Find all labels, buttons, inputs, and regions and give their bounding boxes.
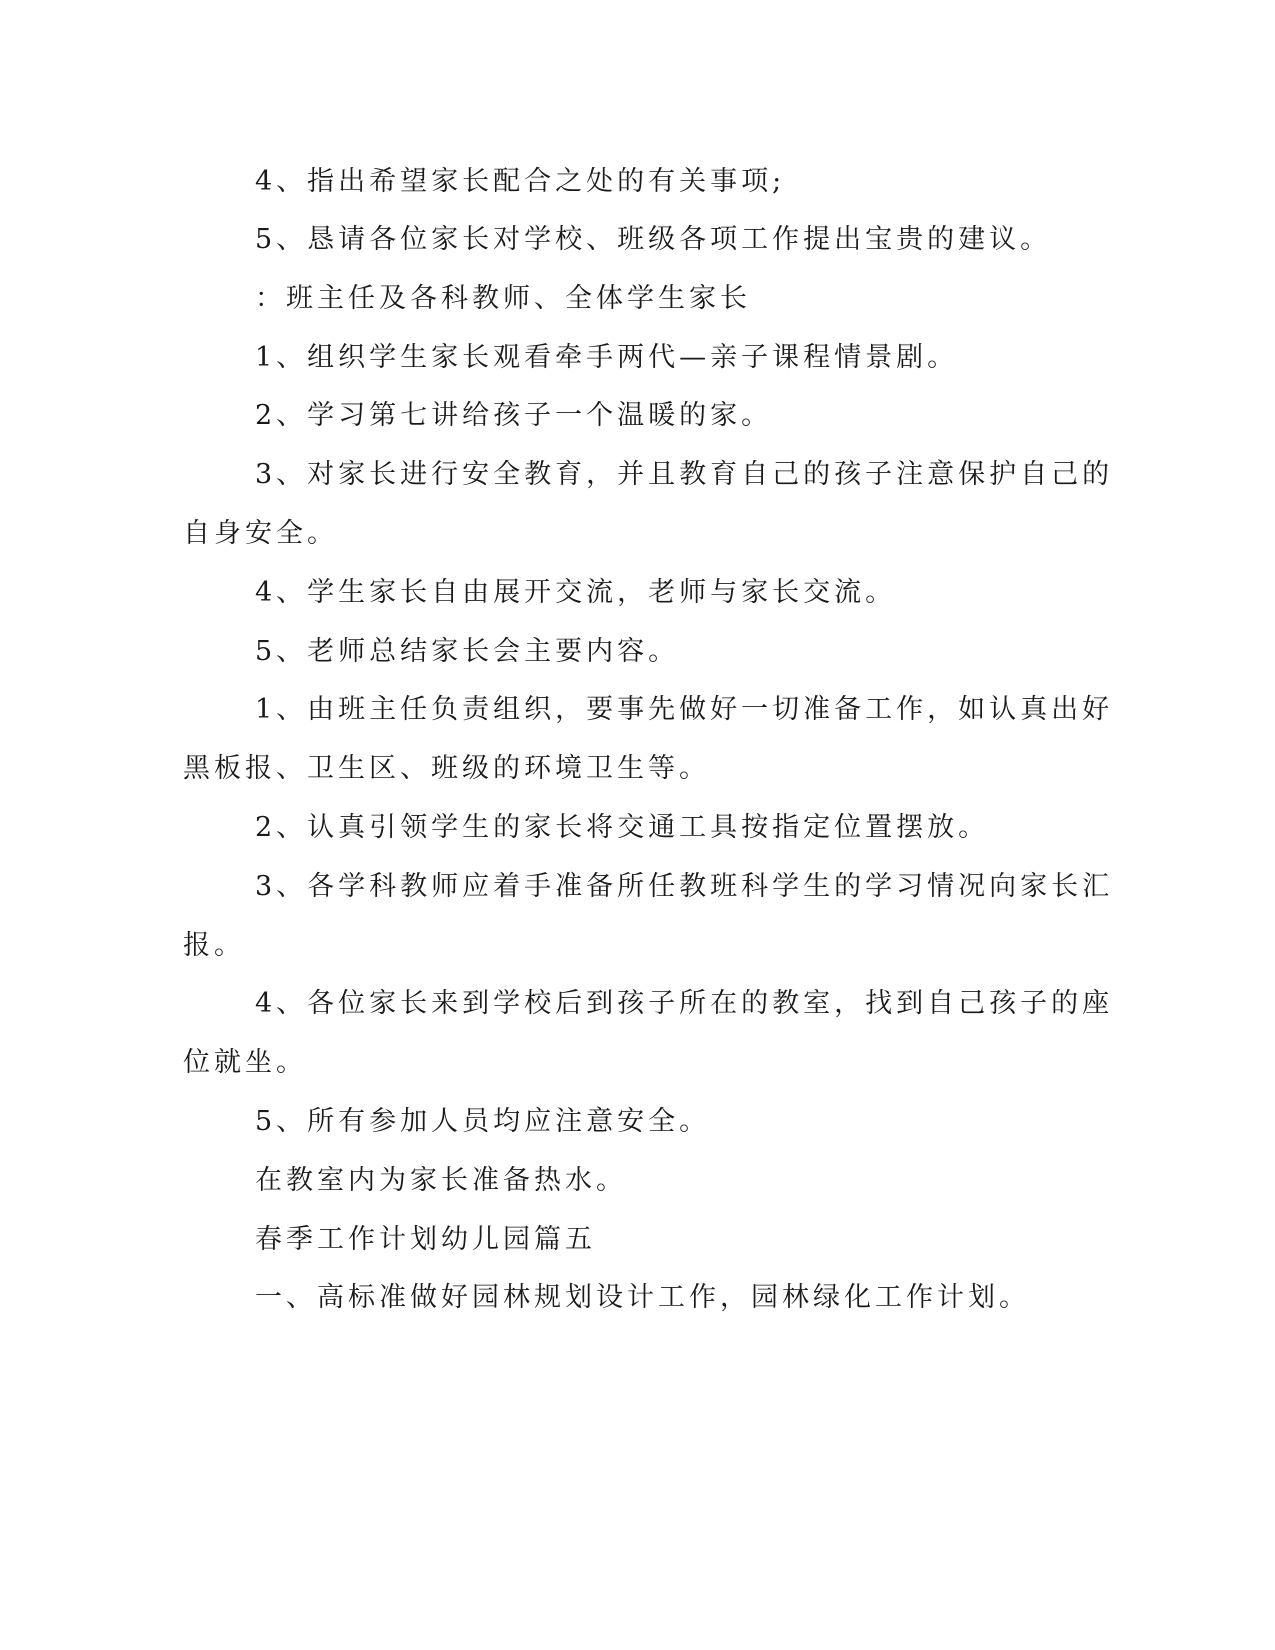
text-line: 位就坐。: [183, 1047, 307, 1078]
text-line: 2、学习第七讲给孩子一个温暖的家。: [255, 400, 773, 431]
text-line: 5、恳请各位家长对学校、班级各项工作提出宝贵的建议。: [255, 224, 1052, 255]
text-line: 2、认真引领学生的家长将交通工具按指定位置摆放。: [255, 812, 990, 843]
text-line: 5、所有参加人员均应注意安全。: [255, 1106, 711, 1137]
text-line: 4、学生家长自由展开交流，老师与家长交流。: [255, 577, 897, 608]
text-line: 一、高标准做好园林规划设计工作，园林绿化工作计划。: [255, 1282, 1030, 1313]
text-line: 自身安全。: [183, 518, 338, 549]
text-line: ：班主任及各科教师、全体学生家长: [255, 283, 751, 314]
text-line: 在教室内为家长准备热水。: [255, 1165, 627, 1196]
text-line: 4、指出希望家长配合之处的有关事项;: [255, 166, 786, 197]
text-line: 4、各位家长来到学校后到孩子所在的教室，找到自己孩子的座: [255, 988, 1114, 1019]
section-heading: 春季工作计划幼儿园篇五: [255, 1224, 596, 1255]
text-line: 3、对家长进行安全教育，并且教育自己的孩子注意保护自己的: [255, 459, 1114, 490]
text-line: 1、由班主任负责组织，要事先做好一切准备工作，如认真出好: [255, 694, 1114, 725]
text-line: 1、组织学生家长观看牵手两代—亲子课程情景剧。: [255, 342, 959, 373]
text-line: 报。: [183, 930, 245, 961]
text-line: 黑板报、卫生区、班级的环境卫生等。: [183, 753, 710, 784]
text-line: 5、老师总结家长会主要内容。: [255, 636, 680, 667]
text-line: 3、各学科教师应着手准备所任教班科学生的学习情况向家长汇: [255, 871, 1114, 902]
